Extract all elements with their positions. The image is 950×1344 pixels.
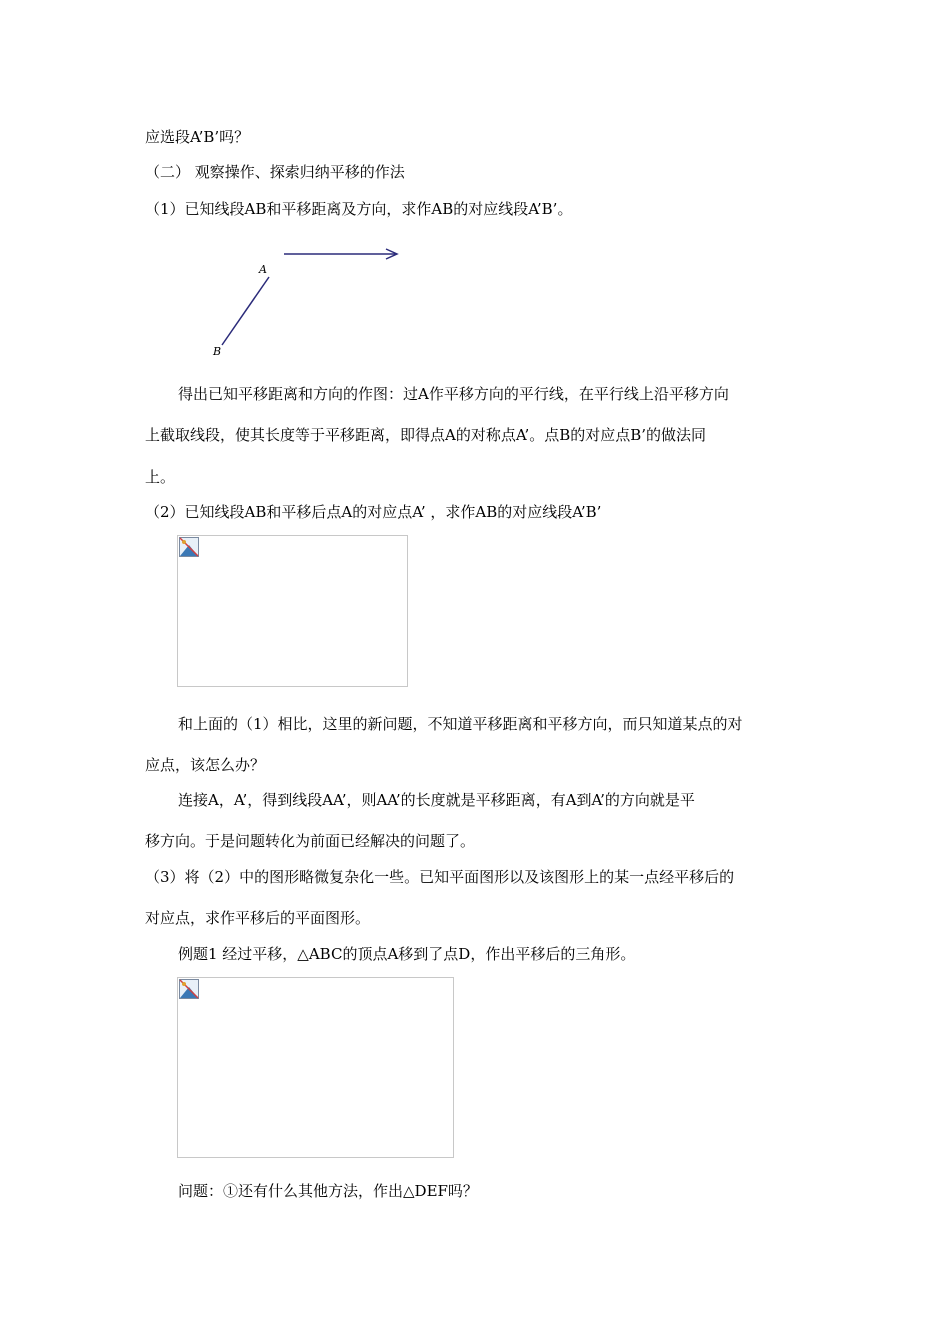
segment-ab — [222, 277, 269, 345]
text-line: （2）已知线段AB和平移后点A的对应点A’ ，求作AB的对应线段A’B’ — [145, 503, 602, 521]
text-line: 和上面的（1）相比，这里的新问题，不知道平移距离和平移方向，而只知道某点的对 — [178, 715, 743, 733]
text-line: （1）已知线段AB和平移距离及方向，求作AB的对应线段A’B’。 — [145, 200, 573, 218]
text-line: 应点，该怎么办？ — [145, 756, 266, 774]
text-line: 得出已知平移距离和方向的作图：过A作平移方向的平行线，在平行线上沿平移方向 — [178, 385, 729, 403]
broken-image-icon — [179, 537, 199, 557]
text-line: 上截取线段，使其长度等于平移距离，即得点A的对称点A’。点B的对应点B’的做法同 — [145, 426, 707, 444]
text-line: 对应点，求作平移后的平面图形。 — [145, 909, 371, 927]
section-heading: （二） 观察操作、探索归纳平移的作法 — [145, 163, 405, 181]
image-placeholder — [177, 535, 408, 687]
image-placeholder — [177, 977, 454, 1158]
translation-figure — [200, 240, 410, 365]
broken-image-icon — [179, 979, 199, 999]
point-label-a: A — [259, 263, 267, 276]
text-line: 上。 — [145, 468, 176, 486]
point-label-b: B — [213, 345, 222, 358]
text-line: 连接A，A’，得到线段AA’，则AA’的长度就是平移距离，有A到A’的方向就是平 — [178, 791, 695, 809]
text-line: 移方向。于是问题转化为前面已经解决的问题了。 — [145, 832, 476, 850]
text-line: （3）将（2）中的图形略微复杂化一些。已知平面图形以及该图形上的某一点经平移后的 — [145, 868, 735, 886]
text-line: 应选段A’B’吗？ — [145, 128, 250, 146]
question-line: 问题：①还有什么其他方法，作出△DEF吗？ — [178, 1182, 478, 1200]
example-line: 例题1 经过平移，△ABC的顶点A移到了点D，作出平移后的三角形。 — [178, 945, 636, 963]
